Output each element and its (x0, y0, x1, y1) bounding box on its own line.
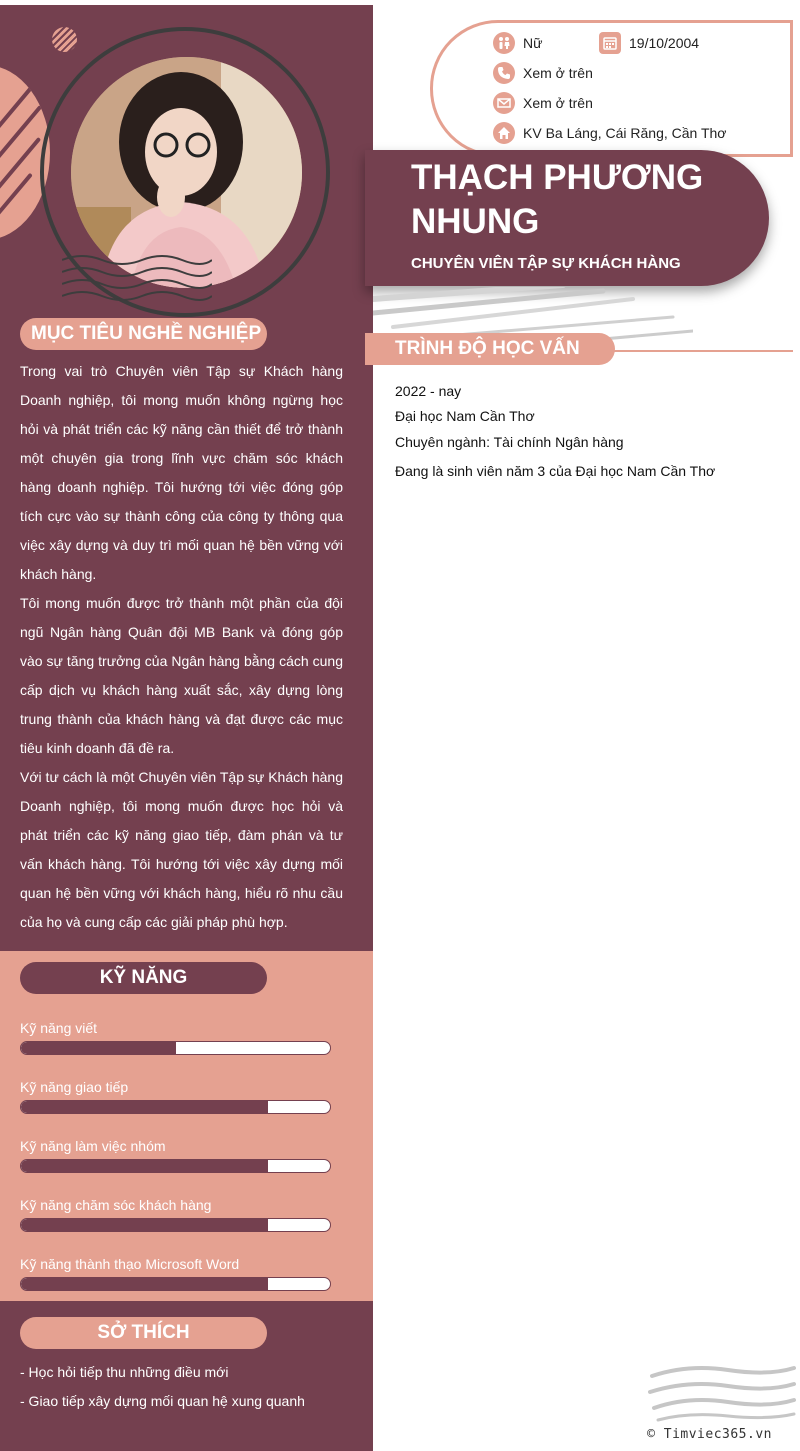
skill-label: Kỹ năng viết (20, 1020, 98, 1036)
candidate-name: THẠCH PHƯƠNG NHUNG (411, 158, 704, 241)
birthday-text: 19/10/2004 (629, 35, 700, 51)
contact-phone (493, 62, 593, 84)
hobbies-heading: SỞ THÍCH (20, 1317, 267, 1349)
skill-item (20, 1078, 332, 1096)
objective-text (20, 357, 343, 937)
left-column (0, 5, 373, 1451)
skill-label: Kỹ năng thành thạo Microsoft Word (20, 1256, 240, 1272)
objective-heading: MỤC TIÊU NGHỀ NGHIỆP (20, 318, 267, 350)
skill-label: Kỹ năng chăm sóc khách hàng (20, 1197, 212, 1213)
hobby-item: - Giao tiếp xây dựng mối quan hệ xung quanh (20, 1393, 305, 1409)
education-divider (600, 350, 793, 352)
calendar-icon (599, 32, 621, 54)
skill-item (20, 1019, 332, 1037)
skill-bar (20, 1277, 331, 1291)
education-description: Đang là sinh viên năm 3 của Đại học Nam Cần Thơ (395, 463, 716, 479)
skill-item (20, 1137, 332, 1155)
education-period: 2022 - nay (395, 383, 462, 399)
skill-bar (20, 1159, 331, 1173)
contact-birthday (599, 32, 699, 54)
mail-icon (493, 92, 515, 114)
skill-item (20, 1196, 332, 1214)
skill-bar (20, 1041, 331, 1055)
email-text: Xem ở trên (523, 95, 593, 111)
skill-bar-fill (21, 1101, 268, 1113)
decorative-wave-lines (62, 250, 212, 310)
home-icon (493, 122, 515, 144)
skill-label: Kỹ năng giao tiếp (20, 1079, 129, 1095)
job-title: CHUYÊN VIÊN TẬP SỰ KHÁCH HÀNG (411, 255, 681, 272)
contact-gender (493, 32, 542, 54)
skill-bar (20, 1100, 331, 1114)
decorative-brush-bottom (648, 1362, 796, 1424)
education-major: Chuyên ngành: Tài chính Ngân hàng (395, 434, 624, 450)
phone-text: Xem ở trên (523, 65, 593, 81)
skill-bar-fill (21, 1160, 268, 1172)
skill-bar (20, 1218, 331, 1232)
skill-bar-fill (21, 1219, 268, 1231)
footer-copyright: © Timviec365.vn (647, 1427, 772, 1442)
phone-icon (493, 62, 515, 84)
decorative-circle (52, 27, 77, 52)
education-heading: TRÌNH ĐỘ HỌC VẤN (365, 333, 615, 365)
skill-item (20, 1255, 332, 1273)
gender-icon (493, 32, 515, 54)
skill-bar-fill (21, 1042, 176, 1054)
hobby-item: - Học hỏi tiếp thu những điều mới (20, 1364, 229, 1380)
name-banner (365, 150, 769, 286)
contact-email (493, 92, 593, 114)
address-text: KV Ba Láng, Cái Răng, Cần Thơ (523, 125, 727, 141)
education-school: Đại học Nam Cần Thơ (395, 408, 535, 424)
objective-paragraph: Tôi mong muốn được trở thành một phần của đội ngũ Ngân hàng Quân đội MB Bank và đóng góp vào sự tăng trưởng của Ngân hàng bằng cách cung cấp dịch vụ khách hàng xuất sắc, xây dựng lòng trung thành của khách hàng và đạt được các mục tiêu kinh doanh đã đề ra. (20, 595, 343, 756)
skill-bar-fill (21, 1278, 268, 1290)
skills-heading: KỸ NĂNG (20, 962, 267, 994)
skill-label: Kỹ năng làm việc nhóm (20, 1138, 166, 1154)
gender-text: Nữ (523, 35, 543, 51)
contact-address (493, 122, 727, 144)
skills-section (0, 951, 373, 1301)
objective-paragraph: Trong vai trò Chuyên viên Tập sự Khách hàng Doanh nghiệp, tôi mong muốn không ngừng học hỏi và phát triển các kỹ năng cần thiết để trở thành một chuyên gia trong lĩnh vực chăm sóc khách hàng doanh nghiệp. Tôi hướng tới việc đóng góp tích cực vào sự thành công của công ty thông qua việc xây dựng và duy trì mối quan hệ bền vững với khách hàng. (20, 363, 343, 582)
objective-paragraph: Với tư cách là một Chuyên viên Tập sự Khách hàng Doanh nghiệp, tôi mong muốn được học hỏi và phát triển các kỹ năng giao tiếp, đàm phán và tư vấn khách hàng. Tôi hướng tới việc xây dựng mối quan hệ bền vững với khách hàng, hiểu rõ nhu cầu của họ và cung cấp các giải pháp phù hợp. (20, 769, 343, 930)
